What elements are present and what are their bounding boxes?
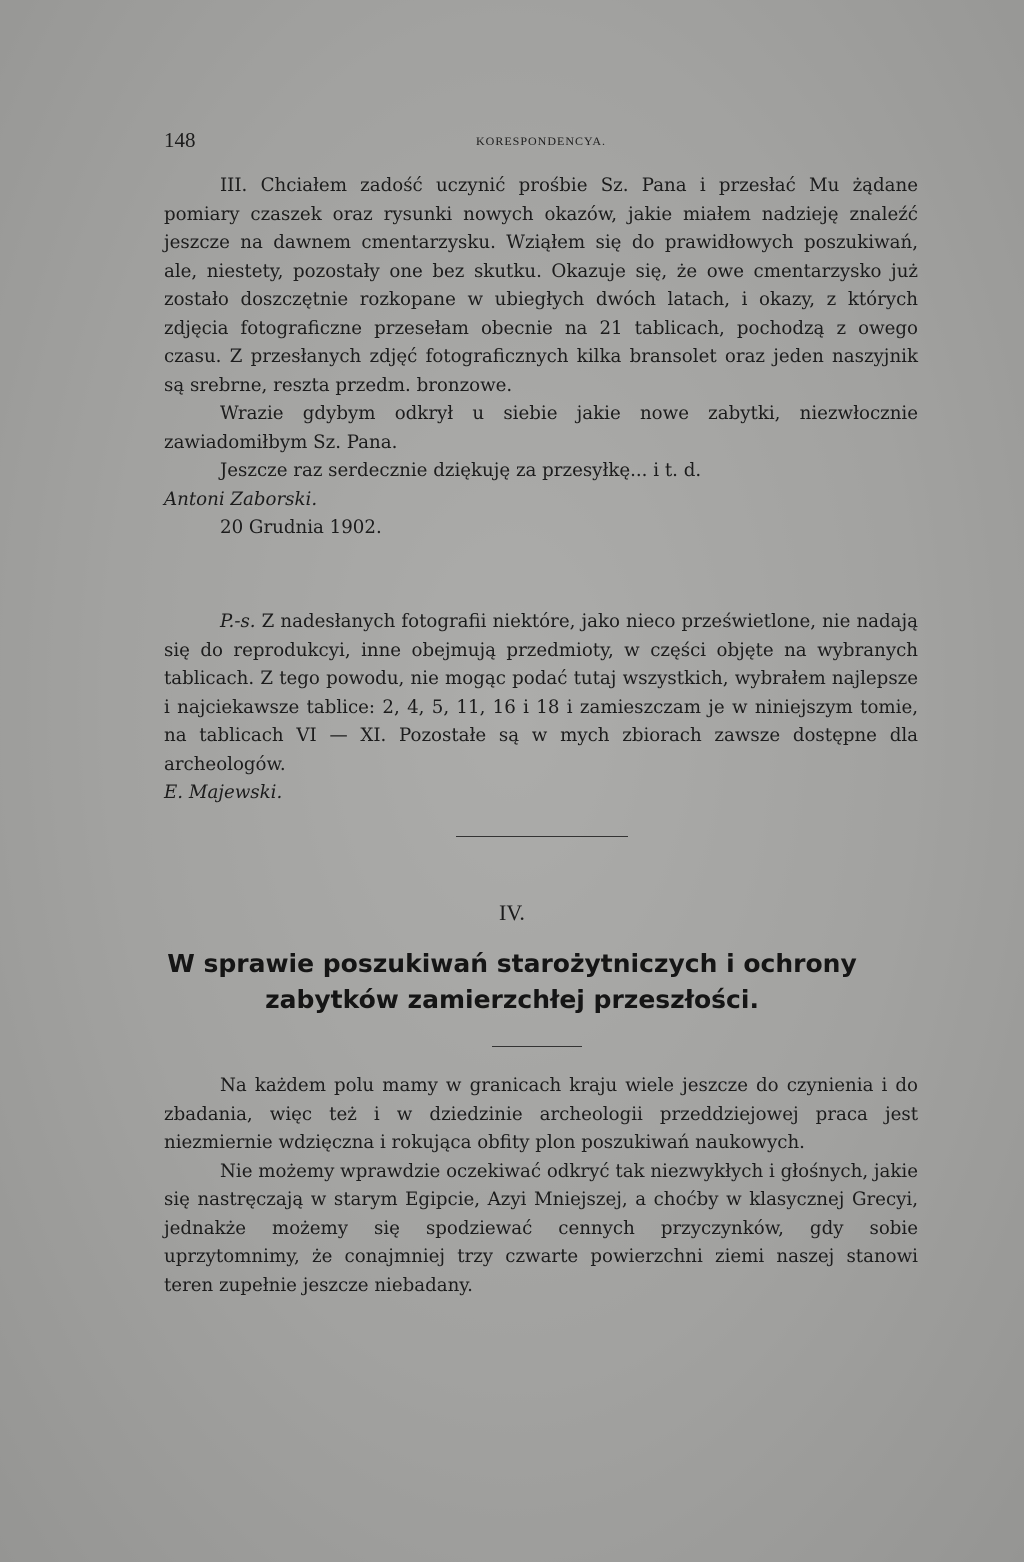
letter-signature: Antoni Zaborski.: [164, 488, 318, 510]
section-number: IV.: [499, 900, 525, 925]
letter-paragraph-1: III. Chciałem zadość uczynić prośbie Sz. Pana i przesłać Mu żądane pomiary czaszek oraz rysunki nowych okazów, jakie miałem nadzieję znaleźć jeszcze na dawnem cmentarzysku. Wziąłem się do prawidłowych poszukiwań, ale, niestety, pozostały one bez skutku. Okazuje się, że owe cmentarzysko już zostało doszczętnie rozkopane w ubiegłych dwóch latach, i okazy, z których zdjęcia fotograficzne przesełam obecnie na 21 tablicach, pochodzą z owego czasu. Z przesłanych zdjęć fotograficznych kilka bransolet oraz jeden naszyjnik są srebrne, reszta przedm. bronzowe.: [164, 175, 918, 396]
title-divider: [492, 1046, 582, 1047]
letter-section: [164, 172, 918, 543]
section-title-line-1: W sprawie poszukiwań starożytniczych i ochrony: [167, 949, 857, 978]
section-divider: [456, 836, 628, 837]
section-title-line-2: zabytków zamierzchłej przeszłości.: [265, 985, 759, 1014]
postscript-signature: E. Majewski.: [164, 782, 283, 803]
letter-paragraph-3: Jeszcze raz serdecznie dziękuję za przesyłkę... i t. d.: [220, 460, 702, 481]
letter-paragraph-2: Wrazie gdybym odkrył u siebie jakie nowe zabytki, niezwłocznie zawiadomiłbym Sz. Pana.: [164, 403, 918, 453]
postscript-paragraph: [164, 608, 918, 779]
article-paragraph-1: Na każdem polu mamy w granicach kraju wiele jeszcze do czynienia i do zbadania, więc też i w dziedzinie archeologii przeddziejowej praca jest niezmiernie wdzięczna i rokująca obfity plon poszukiwań naukowych.: [164, 1075, 918, 1153]
page-header: [164, 128, 918, 158]
postscript-label: P.-s.: [220, 611, 256, 632]
letter-date: 20 Grudnia 1902.: [220, 517, 382, 538]
running-title: KORESPONDENCYA.: [475, 134, 606, 148]
postscript-text: Z nadesłanych fotografii niektóre, jako nieco prześwietlone, nie nadają się do reprodukcyi, inne obejmują przedmioty, w części objęte na wybranych tablicach. Z tego powodu, nie mogąc podać tutaj wszystkich, wybrałem najlepsze i najciekawsze tablice: 2, 4, 5, 11, 16 i 18 i zamieszczam je w niniejszym tomie, na tablicach VI — XI. Pozostałe są w mych zbiorach zawsze dostępne dla archeologów.: [164, 611, 918, 775]
section-title: [140, 946, 884, 1018]
postscript-section: [164, 608, 918, 808]
page-number: 148: [164, 128, 196, 152]
article-paragraph-2: Nie możemy wprawdzie oczekiwać odkryć tak niezwykłych i głośnych, jakie się nastręczają w starym Egipcie, Azyi Mniejszej, a choćby w klasycznej Grecyi, jednakże możemy się spodziewać cennych przyczynków, gdy sobie uprzytomnimy, że conajmniej trzy czwarte powierzchni ziemi naszej stanowi teren zupełnie jeszcze niebadany.: [164, 1160, 918, 1296]
article-section: [164, 1072, 918, 1300]
